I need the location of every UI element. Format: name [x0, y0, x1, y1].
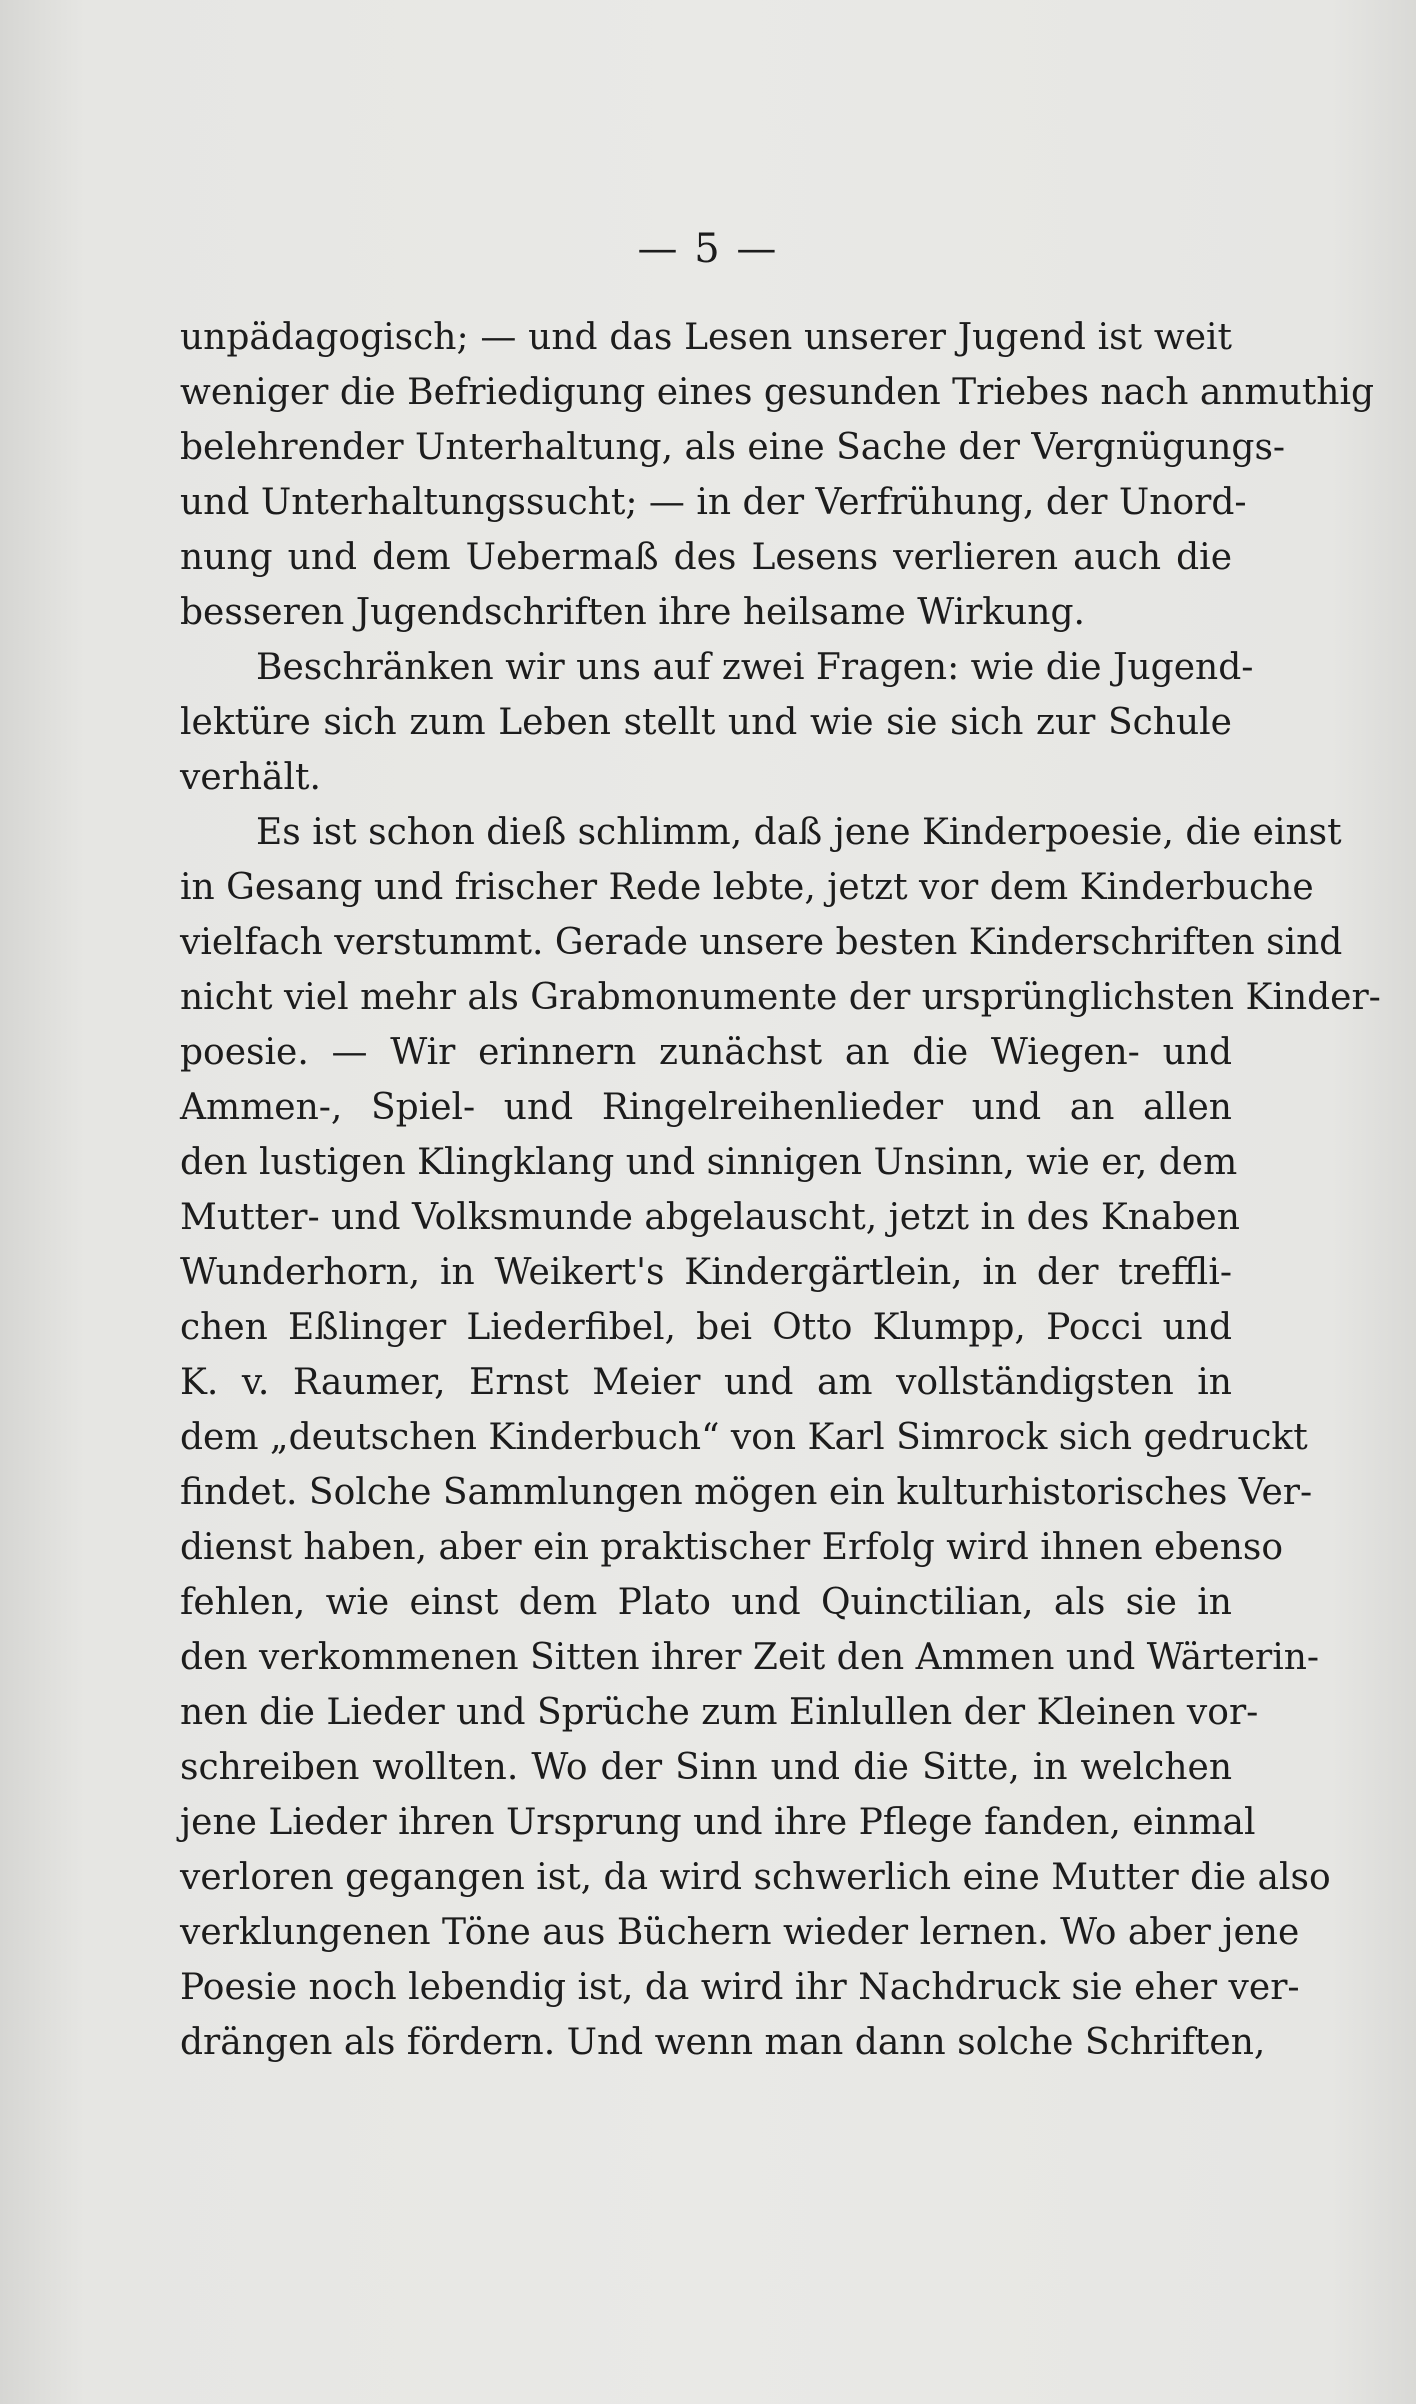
text-line: verklungenen Töne aus Büchern wieder lernen. Wo aber jene	[180, 1912, 1300, 1953]
text-line: Es ist schon dieß schlimm, daß jene Kinderpoesie, die einst	[256, 812, 1342, 853]
text-line: verloren gegangen ist, da wird schwerlich eine Mutter die also	[180, 1857, 1331, 1898]
text-line: K. v. Raumer, Ernst Meier und am vollständigsten in	[180, 1362, 1232, 1403]
text-line: dem „deutschen Kinderbuch“ von Karl Simrock sich gedruckt	[180, 1417, 1308, 1458]
text-line: Beschränken wir uns auf zwei Fragen: wie die Jugend-	[256, 647, 1254, 688]
page-number: — 5 —	[637, 226, 779, 272]
text-line: jene Lieder ihren Ursprung und ihre Pflege fanden, einmal	[180, 1802, 1256, 1843]
text-line: lektüre sich zum Leben stellt und wie sie sich zur Schule	[180, 702, 1232, 743]
text-line: Ammen-, Spiel- und Ringelreihenlieder und an allen	[180, 1087, 1232, 1128]
text-line: vielfach verstummt. Gerade unsere besten Kinderschriften sind	[180, 922, 1343, 963]
text-line: weniger die Befriedigung eines gesunden Triebes nach anmuthig	[180, 372, 1375, 413]
text-line: nung und dem Uebermaß des Lesens verlieren auch die	[180, 537, 1232, 578]
text-line: unpädagogisch; — und das Lesen unserer Jugend ist weit	[180, 317, 1232, 358]
text-line: Mutter- und Volksmunde abgelauscht, jetzt in des Knaben	[180, 1197, 1240, 1238]
text-line: chen Eßlinger Liederfibel, bei Otto Klumpp, Pocci und	[180, 1307, 1232, 1348]
text-line: besseren Jugendschriften ihre heilsame Wirkung.	[180, 592, 1085, 633]
text-line: Poesie noch lebendig ist, da wird ihr Nachdruck sie eher ver-	[180, 1967, 1300, 2008]
text-line: und Unterhaltungssucht; — in der Verfrühung, der Unord-	[180, 482, 1247, 523]
text-line: findet. Solche Sammlungen mögen ein kulturhistorisches Ver-	[180, 1472, 1313, 1513]
text-line: fehlen, wie einst dem Plato und Quinctilian, als sie in	[180, 1582, 1232, 1623]
text-line: verhält.	[180, 757, 321, 798]
text-line: den verkommenen Sitten ihrer Zeit den Ammen und Wärterin-	[180, 1637, 1320, 1678]
text-line: nicht viel mehr als Grabmonumente der ursprünglichsten Kinder-	[180, 977, 1381, 1018]
text-line: den lustigen Klingklang und sinnigen Unsinn, wie er, dem	[180, 1142, 1238, 1183]
text-line: poesie. — Wir erinnern zunächst an die Wiegen- und	[180, 1032, 1232, 1073]
text-line: nen die Lieder und Sprüche zum Einlullen der Kleinen vor-	[180, 1692, 1259, 1733]
text-line: dienst haben, aber ein praktischer Erfolg wird ihnen ebenso	[180, 1527, 1284, 1568]
text-line: Wunderhorn, in Weikert's Kindergärtlein, in der treffli-	[180, 1252, 1232, 1293]
text-line: drängen als fördern. Und wenn man dann solche Schriften,	[180, 2022, 1266, 2063]
text-line: schreiben wollten. Wo der Sinn und die Sitte, in welchen	[180, 1747, 1232, 1788]
text-line: belehrender Unterhaltung, als eine Sache der Vergnügungs-	[180, 427, 1286, 468]
text-line: in Gesang und frischer Rede lebte, jetzt vor dem Kinderbuche	[180, 867, 1314, 908]
